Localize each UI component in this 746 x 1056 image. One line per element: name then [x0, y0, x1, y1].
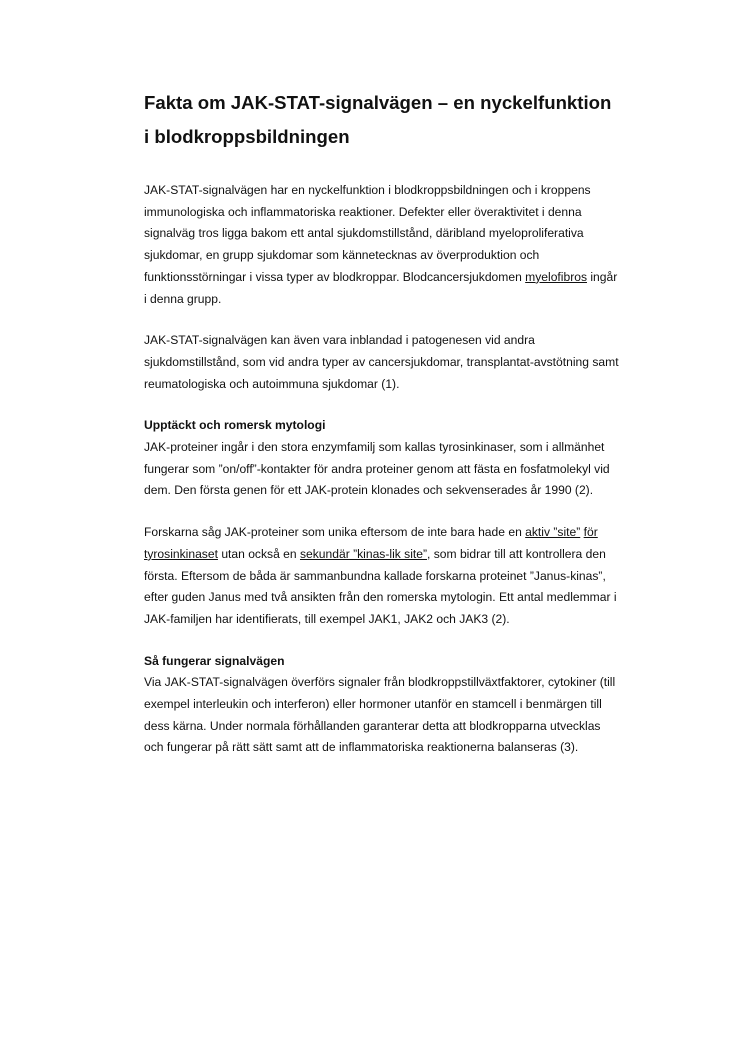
intro-text-b: ingår i denna grupp.: [144, 269, 618, 306]
intro-paragraph-2: JAK-STAT-signalvägen kan även vara inblandad i patogenesen vid andra sjukdomstillstånd, som vid andra typer av cancersjukdomar, transplantat-avstötning samt reumatologiska och autoimmuna sjukdomar (1).: [144, 333, 619, 391]
page-title: Fakta om JAK-STAT-signalvägen – en nyckelfunktion i blodkroppsbildningen: [144, 92, 612, 147]
tyrosine-kinase-link[interactable]: för tyrosinkinaset: [144, 525, 598, 561]
intro-text-a: JAK-STAT-signalvägen har en nyckelfunktion i blodkroppsbildningen och i kroppens immunologiska och inflammatoriska reaktioner. Defekter eller överaktivitet i denna signalväg tros ligga bakom ett antal sjukdomstillstånd, däribland myeloproliferativa sjukdomar, en grupp sjukdomar som kännetecknas av överproduktion och funktionsstörningar i vissa typer av blodkroppar. Blodcancersjukdomen: [144, 183, 591, 284]
section-how-it-works: [144, 651, 619, 760]
active-site-link[interactable]: aktiv ”site”: [525, 525, 581, 540]
kinase-like-site-link[interactable]: sekundär ”kinas-lik site”: [299, 546, 428, 561]
discovery-text-c: , som bidrar till att kontrollera den första. Eftersom de båda är sammanbundna kallade forskarna proteinet ”Janus-kinas”, efter guden Janus med två ansikten från den romerska mytologin. Ett antal medlemmar i JAK-familjen har identifierats, till exempel JAK1, JAK2 och JAK3 (2).: [144, 546, 617, 626]
myelofibros-link[interactable]: myelofibros: [525, 269, 587, 284]
discovery-paragraph-1: JAK-proteiner ingår i den stora enzymfamilj som kallas tyrosinkinaser, som i allmänhet fungerar som ”on/off”-kontakter för andra proteiner genom att fästa en fosfatmolekyl vid dem. Den första genen för ett JAK-protein klonades och sekvenserades år 1990 (2).: [144, 440, 610, 498]
discovery-text-b: utan också en: [217, 546, 300, 561]
section-heading-discovery: Upptäckt och romersk mytologi: [144, 418, 326, 433]
document-page: [144, 86, 619, 779]
how-it-works-paragraph-1: Via JAK-STAT-signalvägen överförs signaler från blodkroppstillväxtfaktorer, cytokiner (till exempel interleukin och interferon) eller hormoner utanför en stamcell i benmärgen till dess kärna. Under normala förhållanden garanterar detta att blodkropparna utvecklas och fungerar på rätt sätt samt att de inflammatoriska reaktionerna balanseras (3).: [144, 675, 616, 755]
discovery-text-a: Forskarna såg JAK-proteiner som unika eftersom de inte bara hade en: [144, 525, 526, 540]
intro-paragraph-1: [144, 180, 619, 310]
discovery-paragraph-2: [144, 522, 619, 631]
section-discovery: [144, 415, 619, 630]
section-heading-how-it-works: Så fungerar signalvägen: [144, 653, 285, 668]
